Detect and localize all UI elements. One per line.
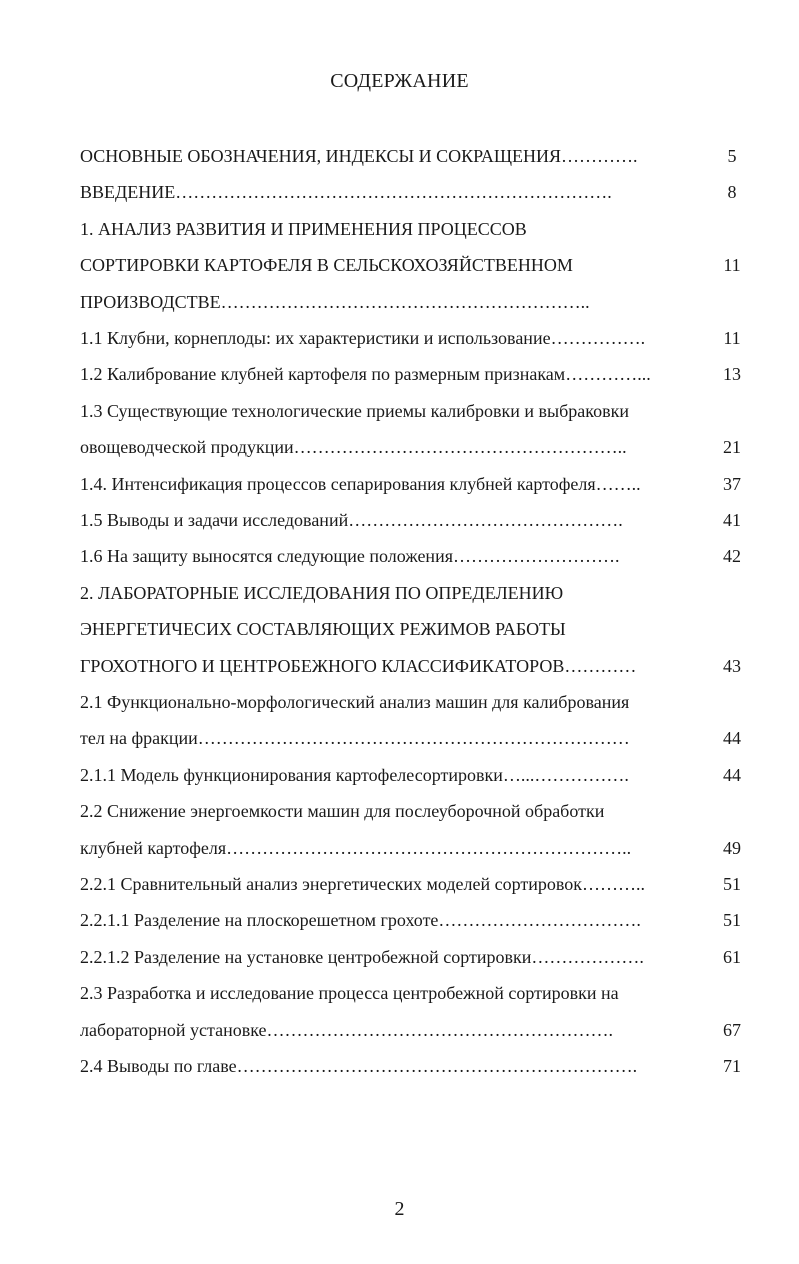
toc-entry-text: 1.2 Калибрование клубней картофеля по размерным признакам…………... xyxy=(80,364,651,385)
toc-entry-text: 2.1.1 Модель функционирования картофелесортировки…...……………. xyxy=(80,764,629,785)
toc-entry-text: 1.1 Клубни, корнеплоды: их характеристики и использование……………. xyxy=(80,328,646,348)
toc-page-number: 13 xyxy=(723,364,741,385)
toc-page-number: 37 xyxy=(723,473,741,494)
toc-entry-text: ГРОХОТНОГО И ЦЕНТРОБЕЖНОГО КЛАССИФИКАТОРОВ………… xyxy=(80,655,637,676)
toc-page-number: 11 xyxy=(723,255,741,276)
toc-entry-text: 1.4. Интенсификация процессов сепарирования клубней картофеля…….. xyxy=(80,473,641,494)
toc-entry-text: ВВЕДЕНИЕ………………………………………………………………. xyxy=(80,182,612,203)
toc-entry-text: клубней картофеля………………………………………………………….. xyxy=(80,837,632,858)
toc-entry-text: тел на фракции……………………………………………………………… xyxy=(80,728,630,749)
toc-entry-text: 2.2 Снижение энергоемкости машин для послеуборочной обработки xyxy=(80,801,605,822)
toc-page-number: 61 xyxy=(723,946,741,967)
toc-page-number: 71 xyxy=(723,1056,741,1076)
page-title: СОДЕРЖАНИЕ xyxy=(330,70,469,92)
toc-page-number: 41 xyxy=(723,510,741,530)
toc-page-number: 5 xyxy=(727,146,737,166)
toc-entry-text: 2.2.1.2 Разделение на установке центробежной сортировки………………. xyxy=(80,946,644,967)
toc-entry-text: овощеводческой продукции……………………………………………….. xyxy=(80,437,627,458)
toc-page-number: 11 xyxy=(723,328,741,348)
toc-entry-text: 2.1 Функционально-морфологический анализ машин для калибрования xyxy=(80,692,630,712)
toc-entry-text: ПРОИЗВОДСТВЕ…………………………………………………….. xyxy=(80,291,590,312)
toc-entry-text: 2.2.1.1 Разделение на плоскорешетном грохоте……………………………. xyxy=(80,910,641,931)
toc-entry-text: 1.5 Выводы и задачи исследований………………………………………. xyxy=(80,510,623,530)
toc-page-number: 43 xyxy=(723,655,741,676)
toc-page-number: 21 xyxy=(723,437,741,458)
toc-entry-text: 2.3 Разработка и исследование процесса центробежной сортировки на xyxy=(80,983,619,1004)
toc-page-number: 51 xyxy=(723,910,741,931)
toc-entry-text: 1.3 Существующие технологические приемы калибровки и выбраковки xyxy=(80,400,629,421)
toc-page-number: 49 xyxy=(723,837,741,858)
toc-entry-text: ЭНЕРГЕТИЧЕСИХ СОСТАВЛЯЮЩИХ РЕЖИМОВ РАБОТЫ xyxy=(80,619,566,640)
toc-entry-text: 2.4 Выводы по главе…………………………………………………………. xyxy=(80,1056,638,1076)
toc-page-number: 8 xyxy=(727,182,737,203)
toc-page-number: 51 xyxy=(723,874,741,894)
page-number: 2 xyxy=(394,1198,405,1220)
toc-entry-text: ОСНОВНЫЕ ОБОЗНАЧЕНИЯ, ИНДЕКСЫ И СОКРАЩЕНИЯ…………. xyxy=(80,146,638,166)
toc-entry-text: СОРТИРОВКИ КАРТОФЕЛЯ В СЕЛЬСКОХОЗЯЙСТВЕННОМ xyxy=(80,255,573,276)
toc-entry-text: 1.6 На защиту выносятся следующие положения………………………. xyxy=(80,546,620,567)
toc-page-number: 67 xyxy=(723,1019,741,1040)
toc-page-number: 42 xyxy=(723,546,741,567)
toc-page-number: 44 xyxy=(723,764,741,785)
toc-entry-text: 2.2.1 Сравнительный анализ энергетических моделей сортировок……….. xyxy=(80,874,645,894)
toc-entry-text: 1. АНАЛИЗ РАЗВИТИЯ И ПРИМЕНЕНИЯ ПРОЦЕССОВ xyxy=(80,218,527,239)
toc-entry-text: 2. ЛАБОРАТОРНЫЕ ИССЛЕДОВАНИЯ ПО ОПРЕДЕЛЕНИЮ xyxy=(80,582,564,603)
toc-page-number: 44 xyxy=(723,728,741,749)
toc-entry-text: лабораторной установке…………………………………………………. xyxy=(80,1019,614,1040)
